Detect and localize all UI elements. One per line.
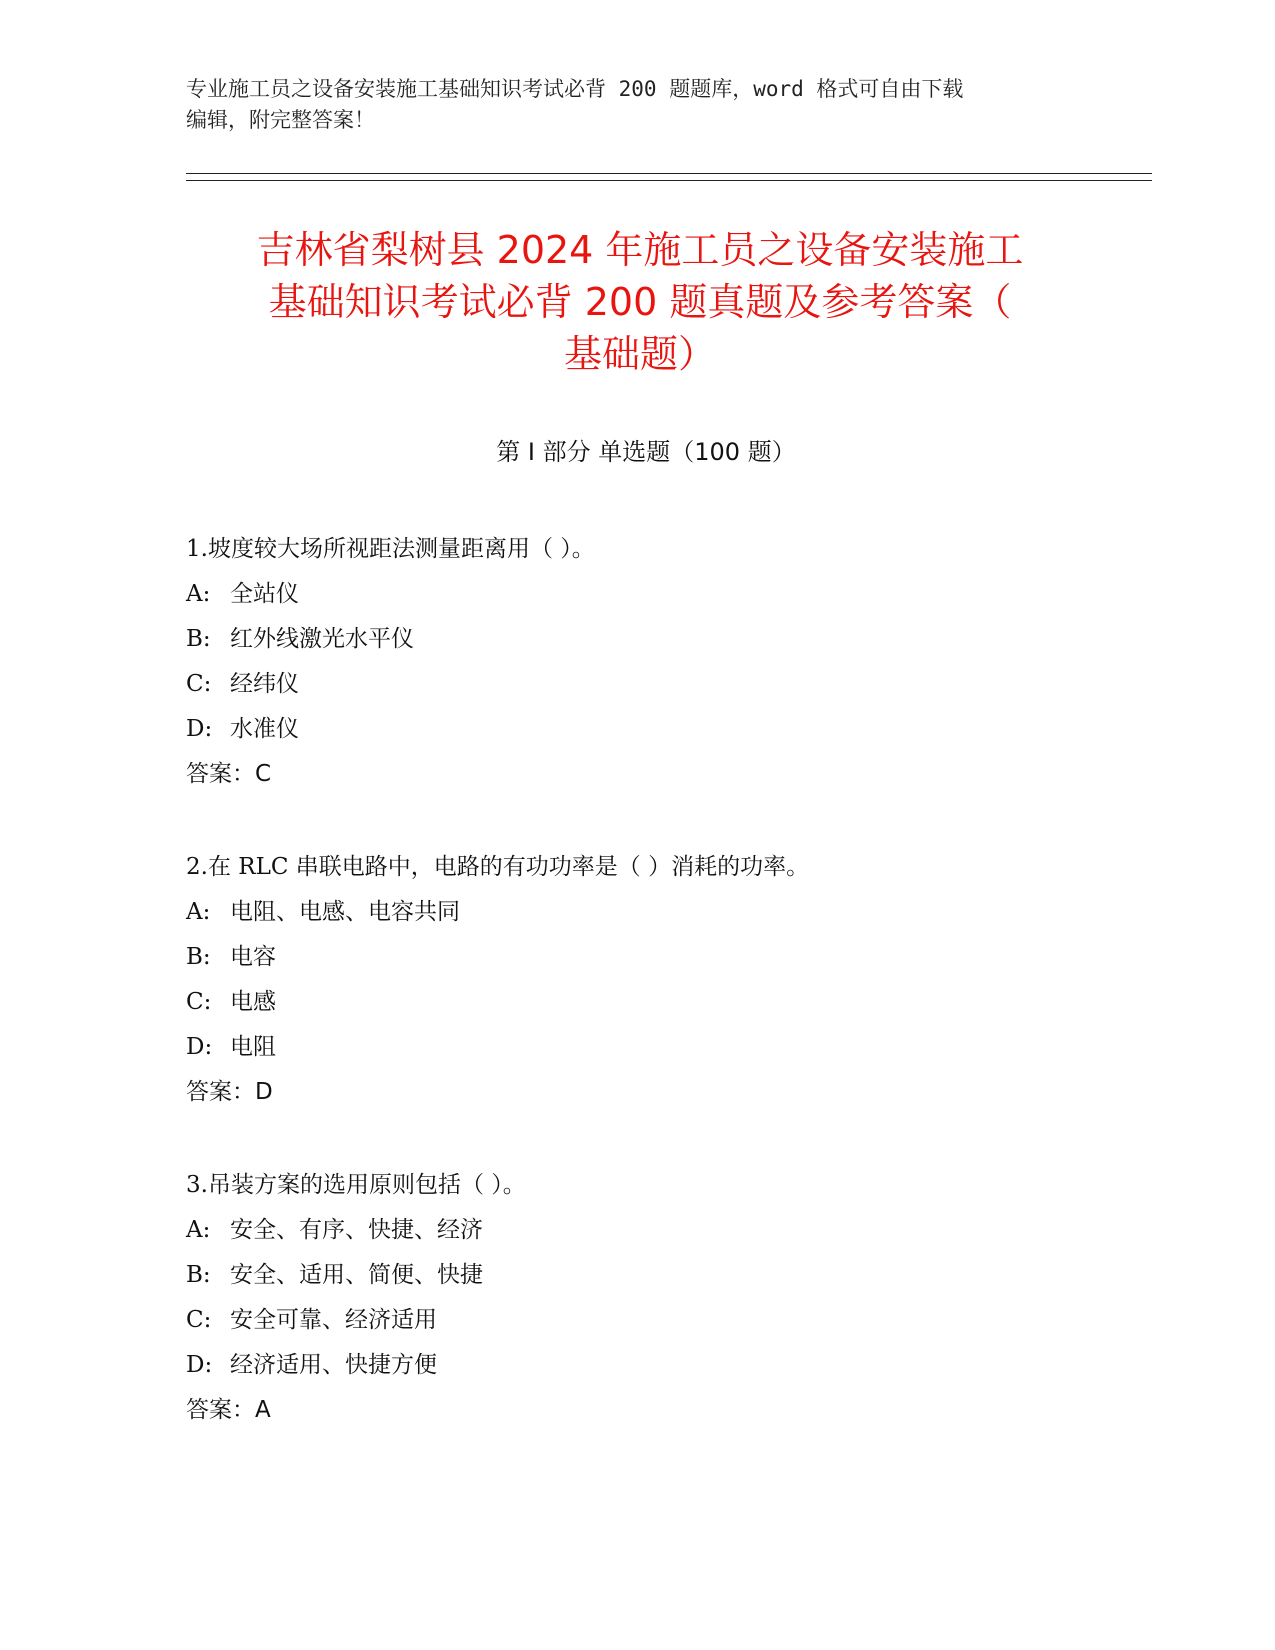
option-key: A:	[186, 899, 211, 925]
option-text: 电阻、电感、电容共同	[230, 899, 460, 925]
header-note	[186, 74, 1066, 136]
document-title-line-3: 基础题）	[563, 332, 716, 376]
option-key: D:	[186, 716, 213, 742]
header-divider-bottom	[186, 180, 1152, 181]
answer-line: 答案：D	[186, 1079, 273, 1105]
option-key: C:	[186, 1307, 212, 1333]
option-key: B:	[186, 944, 211, 970]
option-b	[186, 935, 1146, 980]
option-key: B:	[186, 1262, 211, 1288]
question-stem: 2.在 RLC 串联电路中，电路的有功功率是（ ）消耗的功率。	[186, 854, 810, 880]
question-stem: 3.吊装方案的选用原则包括（ ）。	[186, 1172, 526, 1198]
section-heading: 第 I 部分 单选题（100 题）	[496, 438, 796, 466]
document-title	[180, 224, 1100, 380]
option-d	[186, 707, 1146, 752]
option-key: D:	[186, 1352, 213, 1378]
answer-line: 答案：A	[186, 1397, 271, 1423]
question-item	[186, 1163, 1146, 1481]
option-text: 电感	[230, 989, 276, 1015]
option-b	[186, 1253, 1146, 1298]
option-text: 经纬仪	[230, 671, 299, 697]
option-key: C:	[186, 671, 212, 697]
option-a	[186, 1208, 1146, 1253]
option-text: 安全可靠、经济适用	[230, 1307, 437, 1333]
option-key: C:	[186, 989, 212, 1015]
option-b	[186, 617, 1146, 662]
document-title-line-1: 吉林省梨树县 2024 年施工员之设备安装施工	[256, 228, 1024, 272]
answer-line: 答案：C	[186, 761, 272, 787]
option-text: 安全、适用、简便、快捷	[230, 1262, 483, 1288]
header-note-line-1: 专业施工员之设备安装施工基础知识考试必背 200 题题库，word 格式可自由下载	[186, 77, 964, 101]
option-c	[186, 1298, 1146, 1343]
option-text: 红外线激光水平仪	[230, 626, 414, 652]
option-key: A:	[186, 581, 211, 607]
question-item	[186, 527, 1146, 845]
question-stem: 1.坡度较大场所视距法测量距离用（ ）。	[186, 536, 595, 562]
option-c	[186, 662, 1146, 707]
option-a	[186, 890, 1146, 935]
header-divider-top	[186, 173, 1152, 174]
option-key: B:	[186, 626, 211, 652]
option-key: D:	[186, 1034, 213, 1060]
option-a	[186, 572, 1146, 617]
option-text: 安全、有序、快捷、经济	[230, 1217, 483, 1243]
option-c	[186, 980, 1146, 1025]
option-text: 水准仪	[230, 716, 299, 742]
option-d	[186, 1025, 1146, 1070]
question-list	[186, 527, 1146, 1481]
option-text: 经济适用、快捷方便	[230, 1352, 437, 1378]
document-title-line-2: 基础知识考试必背 200 题真题及参考答案（	[268, 280, 1012, 324]
option-d	[186, 1343, 1146, 1388]
option-key: A:	[186, 1217, 211, 1243]
question-item	[186, 845, 1146, 1163]
option-text: 全站仪	[230, 581, 299, 607]
option-text: 电阻	[230, 1034, 276, 1060]
header-note-line-2: 编辑，附完整答案！	[186, 108, 375, 132]
option-text: 电容	[230, 944, 276, 970]
